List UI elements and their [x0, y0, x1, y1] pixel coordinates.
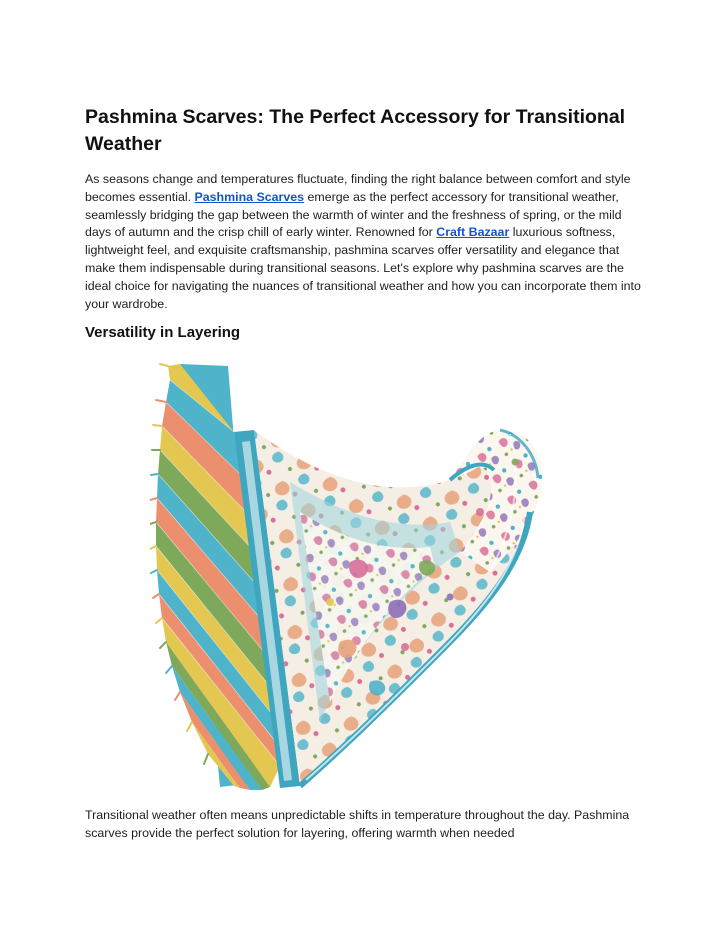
section-heading: Versatility in Layering	[85, 324, 241, 341]
scarf-image	[150, 362, 550, 792]
intro-paragraph	[85, 171, 645, 313]
intro-text-2: emerge as the perfect accessory for transitional weather, seamlessly bridging the gap between the warmth of winter and the freshness of spring, or the mild days of autumn and the crisp chill of early winter. Renowned for	[85, 189, 622, 240]
page-title: Pashmina Scarves: The Perfect Accessory for Transitional Weather	[85, 106, 626, 155]
pashmina-scarves-link[interactable]: Pashmina Scarves	[194, 189, 305, 204]
intro-text-3: luxurious softness, lightweight feel, and exquisite craftsmanship, pashmina scarves offer versatility and elegance that make them indispensable during transitional seasons. Let's explore why pashmina scarves are the ideal choice for navigating the nuances of transitional weather and how you can incorporate them into your wardrobe.	[85, 225, 641, 311]
intro-text-1: As seasons change and temperatures fluctuate, finding the right balance between comfort and style becomes essential.	[85, 172, 631, 204]
craft-bazaar-link[interactable]: Craft Bazaar	[436, 225, 510, 240]
outro-paragraph: Transitional weather often means unpredictable shifts in temperature throughout the day. Pashmina scarves provide the perfect solution for layering, offering warmth when needed	[85, 808, 630, 840]
